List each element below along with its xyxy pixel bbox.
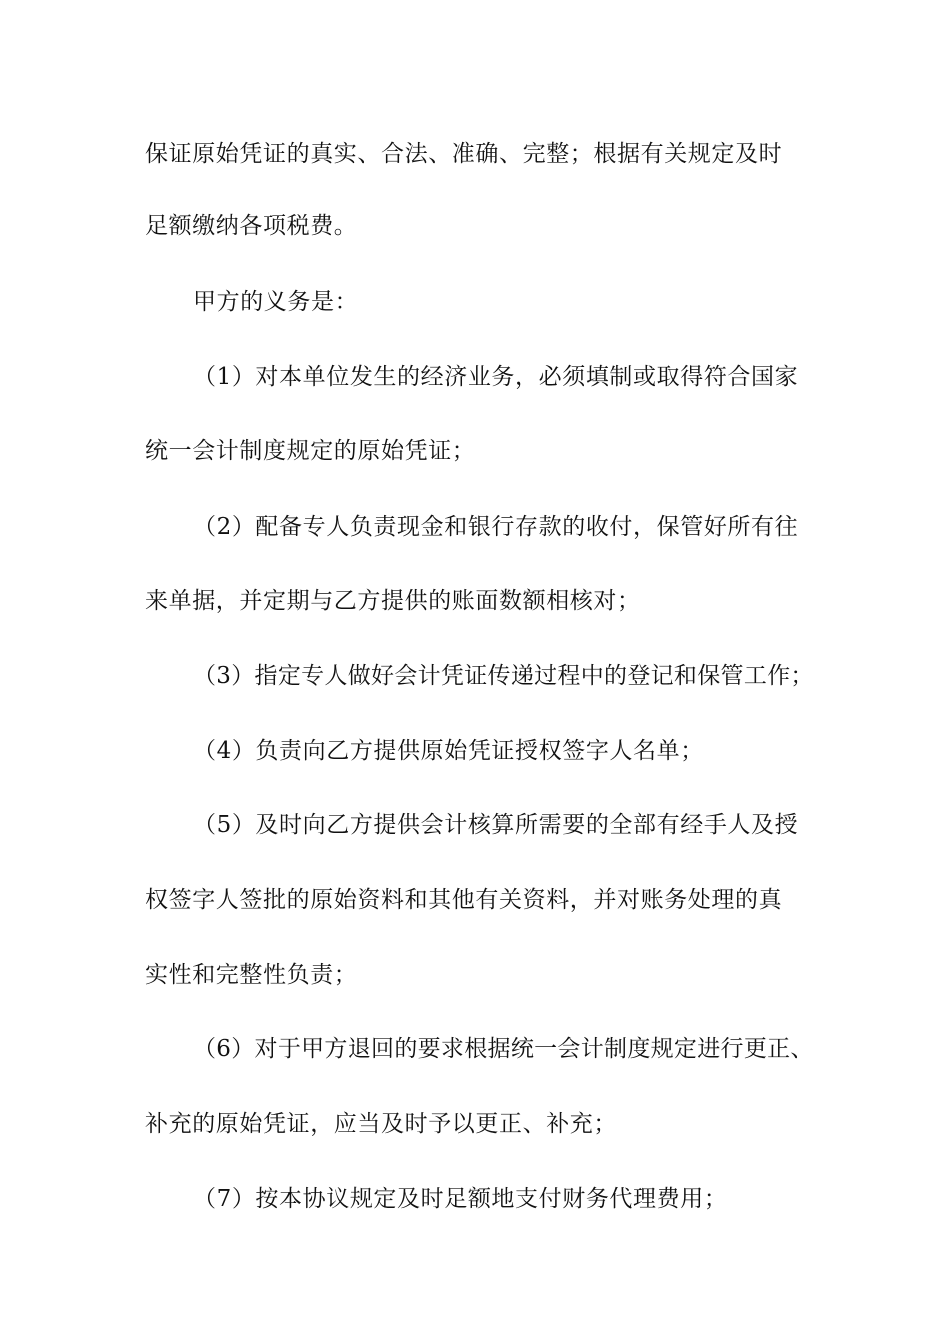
list-item-4-line: （4）负责向乙方提供原始凭证授权签字人名单； bbox=[193, 738, 704, 764]
paragraph-line: 保证原始凭证的真实、合法、准确、完整；根据有关规定及时 bbox=[145, 141, 783, 167]
list-item-5-line: 实性和完整性负责； bbox=[145, 962, 358, 988]
list-item-2-line: （2）配备专人负责现金和银行存款的收付，保管好所有往 bbox=[193, 514, 799, 540]
paragraph-line: 足额缴纳各项税费。 bbox=[145, 213, 358, 239]
list-item-1-line: 统一会计制度规定的原始凭证； bbox=[145, 438, 476, 464]
list-item-5-line: （5）及时向乙方提供会计核算所需要的全部有经手人及授 bbox=[193, 812, 799, 838]
list-item-3-line: （3）指定专人做好会计凭证传递过程中的登记和保管工作； bbox=[193, 663, 814, 689]
list-item-5-line: 权签字人签批的原始资料和其他有关资料，并对账务处理的真 bbox=[145, 887, 783, 913]
list-item-1-line: （1）对本单位发生的经济业务，必须填制或取得符合国家 bbox=[193, 364, 799, 390]
list-item-6-line: （6）对于甲方退回的要求根据统一会计制度规定进行更正、 bbox=[193, 1036, 814, 1062]
section-heading: 甲方的义务是： bbox=[193, 289, 359, 315]
list-item-6-line: 补充的原始凭证，应当及时予以更正、补充； bbox=[145, 1111, 617, 1137]
list-item-7-line: （7）按本协议规定及时足额地支付财务代理费用； bbox=[193, 1186, 728, 1212]
list-item-2-line: 来单据，并定期与乙方提供的账面数额相核对； bbox=[145, 588, 641, 614]
